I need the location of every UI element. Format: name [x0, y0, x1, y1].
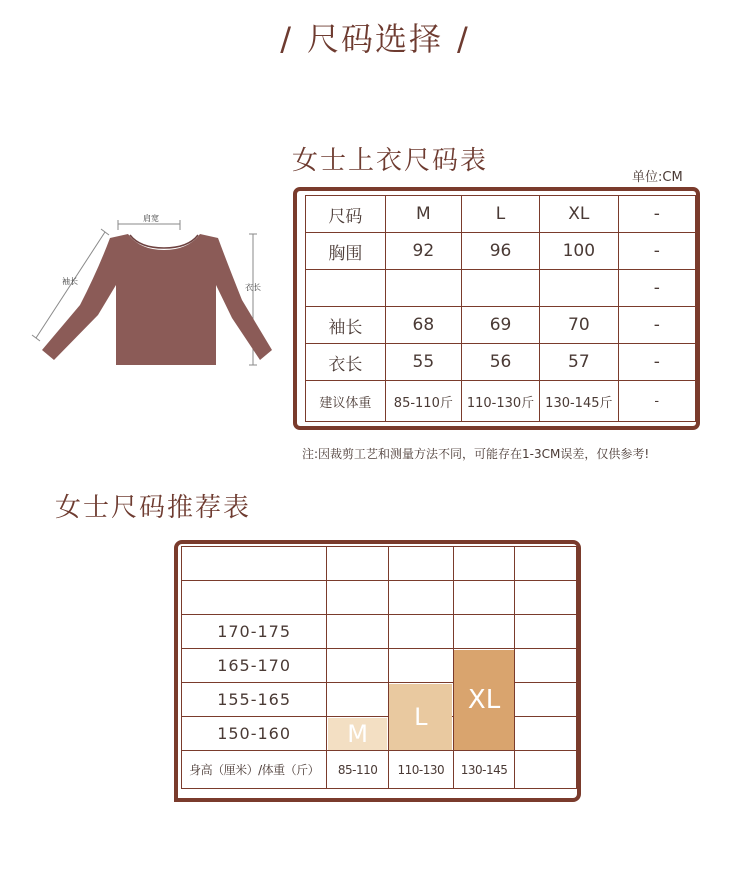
- header-slash-left: /: [280, 20, 293, 58]
- shirt-diagram: [28, 210, 278, 370]
- height-range-cell: 170-175: [182, 615, 327, 649]
- shirt-shape: [42, 234, 272, 365]
- size-block-label: XL: [467, 684, 501, 715]
- size-cell: -: [618, 196, 695, 233]
- grid-cell: [515, 717, 577, 751]
- grid-cell: [327, 615, 389, 649]
- size-cell: 130-145斤: [540, 381, 618, 422]
- height-range-cell: 165-170: [182, 649, 327, 683]
- row-header-cell: 尺码: [306, 196, 386, 233]
- measurement-note: 注:因裁剪工艺和测量方法不同，可能存在1-3CM误差，仅供参考!: [302, 447, 650, 461]
- grid-cell: [515, 649, 577, 683]
- grid-cell: [327, 649, 389, 683]
- size-row: [306, 233, 696, 270]
- size-row: [306, 344, 696, 381]
- size-cell: -: [618, 344, 695, 381]
- size-block-xl: [454, 650, 514, 750]
- recommend-table: [181, 546, 577, 789]
- size-cell: -: [618, 233, 695, 270]
- weight-row: [182, 751, 577, 789]
- size-cell: 57: [540, 344, 618, 381]
- height-range-cell: 150-160: [182, 717, 327, 751]
- size-block-m: [328, 718, 388, 750]
- recommend-chart-title: 女士尺码推荐表: [55, 493, 252, 523]
- size-row: [306, 381, 696, 422]
- grid-cell: [388, 547, 453, 581]
- grid-cell: [327, 683, 389, 717]
- grid-cell: [388, 615, 453, 649]
- sleeve-length-label: 袖长: [62, 277, 78, 286]
- size-cell: -: [618, 381, 695, 422]
- size-cell: 100: [540, 233, 618, 270]
- size-cell: [461, 270, 539, 307]
- row-header-cell: 建议体重: [306, 381, 386, 422]
- size-block-label: M: [347, 719, 368, 748]
- size-cell: 69: [461, 307, 539, 344]
- row-header-cell: [306, 270, 386, 307]
- grid-cell: [515, 683, 577, 717]
- size-block-l: [389, 684, 452, 750]
- size-row: [306, 270, 696, 307]
- grid-cell: [515, 615, 577, 649]
- page-title: 尺码选择: [306, 20, 443, 58]
- weight-range-cell: 110-130: [388, 751, 453, 789]
- size-cell: L: [461, 196, 539, 233]
- size-block-label: L: [414, 702, 428, 731]
- size-cell: 96: [461, 233, 539, 270]
- size-cell: -: [618, 270, 695, 307]
- height-row: [182, 649, 577, 683]
- size-cell: XL: [540, 196, 618, 233]
- size-cell: 68: [385, 307, 461, 344]
- size-cell: 92: [385, 233, 461, 270]
- grid-cell: [327, 581, 389, 615]
- grid-cell: [388, 649, 453, 683]
- grid-cell: [388, 581, 453, 615]
- size-cell: 70: [540, 307, 618, 344]
- top-size-chart-title: 女士上衣尺码表: [292, 146, 489, 176]
- page-header: [0, 14, 750, 60]
- height-row: [182, 615, 577, 649]
- row-header-cell: 袖长: [306, 307, 386, 344]
- height-range-cell: [182, 547, 327, 581]
- size-cell: -: [618, 307, 695, 344]
- shoulder-width-label: 肩宽: [143, 214, 159, 223]
- size-cell: M: [385, 196, 461, 233]
- header-slash-right: /: [457, 20, 470, 58]
- size-cell: 56: [461, 344, 539, 381]
- garment-illustration: [28, 210, 278, 370]
- grid-cell: [453, 581, 515, 615]
- size-cell: 110-130斤: [461, 381, 539, 422]
- recommend-chart: [174, 540, 581, 802]
- height-range-cell: [182, 581, 327, 615]
- body-length-label: 衣长: [245, 283, 261, 292]
- height-row: [182, 581, 577, 615]
- top-size-chart: [293, 187, 700, 430]
- row-header-cell: 胸围: [306, 233, 386, 270]
- top-size-table: [305, 195, 696, 422]
- size-cell: [385, 270, 461, 307]
- height-row: [182, 547, 577, 581]
- weight-range-cell: 85-110: [327, 751, 389, 789]
- size-row: [306, 196, 696, 233]
- row-header-cell: 衣长: [306, 344, 386, 381]
- axis-label-cell: 身高（厘米）/体重（斤）: [182, 751, 327, 789]
- grid-cell: [453, 547, 515, 581]
- height-row: [182, 683, 577, 717]
- weight-range-cell: 130-145: [453, 751, 515, 789]
- size-row: [306, 307, 696, 344]
- grid-cell: [515, 547, 577, 581]
- unit-label: 单位:CM: [632, 170, 683, 185]
- grid-cell: [453, 615, 515, 649]
- weight-range-cell: [515, 751, 577, 789]
- grid-cell: [515, 581, 577, 615]
- size-cell: [540, 270, 618, 307]
- grid-cell: [327, 547, 389, 581]
- size-cell: 55: [385, 344, 461, 381]
- size-cell: 85-110斤: [385, 381, 461, 422]
- height-range-cell: 155-165: [182, 683, 327, 717]
